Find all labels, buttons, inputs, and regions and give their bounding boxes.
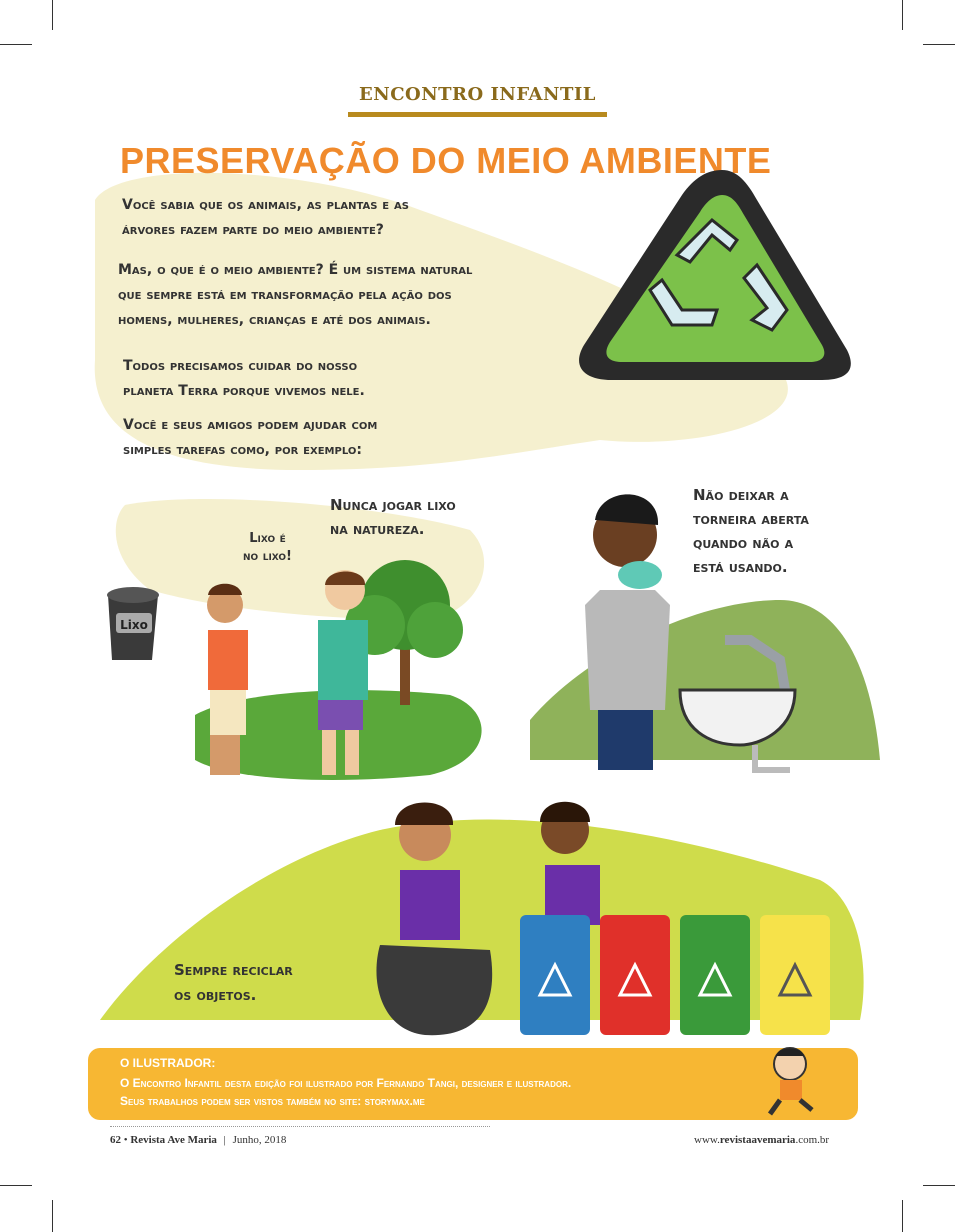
paragraph-1 (122, 193, 409, 243)
recycle-scene-illustration (365, 790, 835, 1040)
girl-purple-shirt-icon (540, 802, 600, 925)
tip-line: Não deixar a (693, 486, 789, 504)
illustrator-credit: O Encontro Infantil desta edição foi ilustrado por Fernando Tangi, designer e ilustrador. (120, 1076, 572, 1090)
paragraph-line: homens, mulheres, crianças e até dos animais. (118, 312, 431, 328)
tip-line: torneira aberta (693, 510, 809, 528)
folio-left (110, 1134, 286, 1146)
illustrator-heading: O ILUSTRADOR: (120, 1056, 216, 1070)
speech-line: no lixo! (243, 549, 292, 564)
website-suffix: .com.br (795, 1134, 830, 1146)
tip-recycle (174, 958, 293, 1008)
tip-line: está usando. (693, 558, 788, 576)
tip-water (693, 483, 809, 579)
paragraph-line: que sempre está em transformação pela ação dos (118, 287, 452, 303)
sink-icon (680, 690, 795, 770)
page-number: 62 (110, 1134, 121, 1146)
running-kid-icon (760, 1042, 830, 1122)
bin-green (680, 915, 750, 1035)
illustrator-site: Seus trabalhos podem ser vistos também no site: storymax.me (120, 1094, 425, 1108)
website-prefix: www. (694, 1134, 720, 1146)
faucet-icon (725, 640, 785, 690)
litter-scene-illustration (100, 545, 500, 795)
tip-line: quando não a (693, 534, 794, 552)
bin-label: Lixo (120, 618, 148, 632)
section-label: ENCONTRO INFANTIL (359, 84, 596, 105)
folio-separator: | (223, 1134, 226, 1146)
issue-date: Junho, 2018 (232, 1134, 287, 1146)
paragraph-line: planeta Terra porque vivemos nele. (123, 383, 365, 399)
section-rule (348, 112, 607, 117)
boy-purple-shirt-icon (395, 803, 460, 941)
tip-line: Sempre reciclar (174, 961, 293, 979)
bin-yellow (760, 915, 830, 1035)
paragraph-2 (118, 258, 472, 333)
paragraph-line: Você e seus amigos podem ajudar com (123, 417, 378, 433)
tip-line: os objetos. (174, 986, 257, 1004)
bin-red (600, 915, 670, 1035)
speech-bubble (243, 530, 292, 566)
magazine-name: Revista Ave Maria (130, 1134, 217, 1146)
garbage-bag-icon (376, 945, 492, 1035)
paragraph-line: árvores fazem parte do meio ambiente? (122, 222, 384, 238)
paragraph-4 (123, 413, 377, 463)
website-brand: revistaavemaria (719, 1134, 796, 1146)
tip-litter (330, 493, 456, 541)
paragraph-3 (123, 354, 365, 404)
paragraph-line: Mas, o que é o meio ambiente? É um sistema natural (118, 262, 473, 278)
man-brushing-teeth-icon (585, 494, 670, 770)
folio-bullet: • (123, 1134, 131, 1146)
website[interactable] (694, 1134, 829, 1146)
paragraph-line: simples tarefas como, por exemplo: (123, 442, 362, 458)
folio-rule (110, 1126, 490, 1127)
speech-line: Lixo é (249, 531, 286, 546)
paragraph-line: Todos precisamos cuidar do nosso (123, 358, 358, 374)
recycle-sign-icon (572, 160, 862, 385)
page-title: PRESERVAÇÃO DO MEIO AMBIENTE (120, 140, 772, 181)
tip-line: Nunca jogar lixo (330, 496, 456, 514)
tip-line: na natureza. (330, 520, 425, 538)
bin-blue (520, 915, 590, 1035)
paragraph-line: Você sabia que os animais, as plantas e as (122, 197, 409, 213)
